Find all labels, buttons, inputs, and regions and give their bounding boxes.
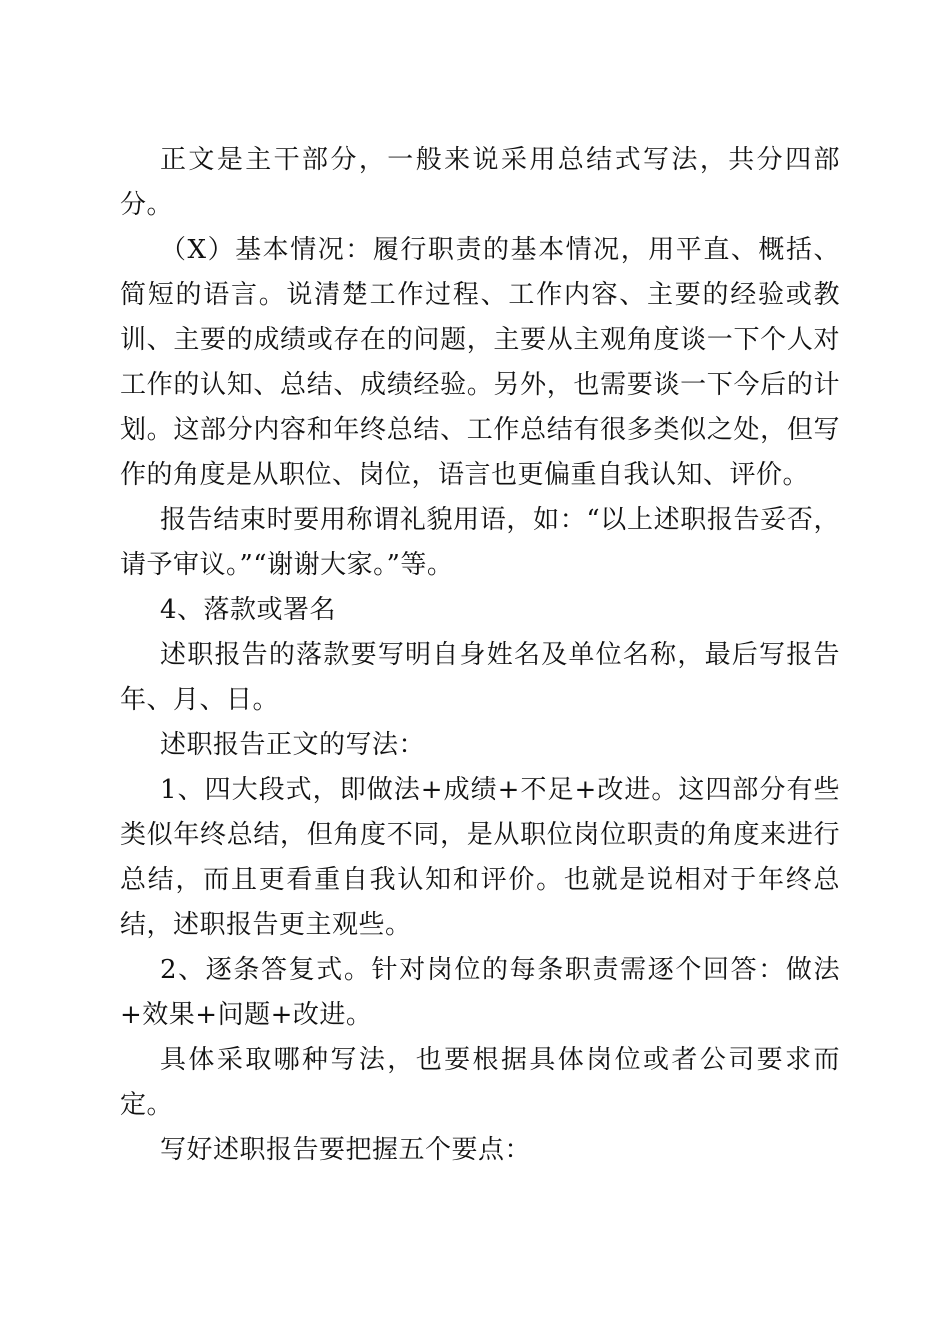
paragraph: 报告结束时要用称谓礼貌用语，如：“以上述职报告妥否，请予审议。”“谢谢大家。”等。 [120,505,840,580]
paragraph: 正文是主干部分，一般来说采用总结式写法，共分四部分。 [120,145,840,220]
paragraph: （X）基本情况：履行职责的基本情况，用平直、概括、简短的语言。说清楚工作过程、工作内容、主要的经验或教训、主要的成绩或存在的问题，主要从主观角度谈一下个人对工作的认知、总结、成绩经验。另外，也需要谈一下今后的计划。这部分内容和年终总结、工作总结有很多类似之处，但写作的角度是从职位、岗位，语言也更偏重自我认知、评价。 [120,235,840,490]
paragraph: 1、四大段式，即做法+成绩+不足+改进。这四部分有些类似年终总结，但角度不同，是从职位岗位职责的角度来进行总结，而且更看重自我认知和评价。也就是说相对于年终总结，述职报告更主观些。 [120,775,840,940]
paragraph: 述职报告的落款要写明自身姓名及单位名称，最后写报告年、月、日。 [120,640,840,715]
document-body [120,138,840,1173]
paragraph: 2、逐条答复式。针对岗位的每条职责需逐个回答：做法+效果+问题+改进。 [120,955,840,1030]
paragraph: 写好述职报告要把握五个要点： [160,1135,532,1165]
section-heading: 述职报告正文的写法： [160,730,426,760]
paragraph: 具体采取哪种写法，也要根据具体岗位或者公司要求而定。 [120,1045,840,1120]
section-heading: 4、落款或署名 [160,595,337,625]
